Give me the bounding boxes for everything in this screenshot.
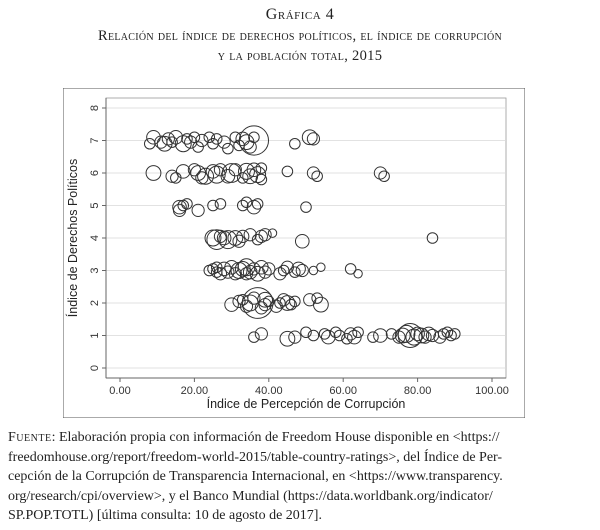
chart-frame (63, 88, 525, 418)
source-line-2: freedomhouse.org/report/freedom-world-2015/table-country-ratings>, del Índice de Per- (8, 449, 503, 465)
figure-label: Gráfica 4 (265, 6, 335, 23)
y-tick-label: 4 (89, 234, 101, 242)
figure-title-line-1: Relación del índice de derechos políticos, el índice de corrupción (97, 28, 503, 44)
source-line-1: : Elaboración propia con información de Freedom House disponible en <https:// (51, 430, 500, 445)
y-tick-label: 0 (89, 364, 101, 372)
y-tick-label: 8 (89, 104, 101, 112)
x-axis-label: Índice de Percepción de Corrupción (206, 397, 406, 411)
x-tick-label: 0.00 (109, 385, 131, 397)
x-tick-label: 100.00 (475, 385, 509, 397)
x-tick-label: 60.00 (329, 385, 357, 397)
y-axis-label: Índice de Derechos Políticos (66, 158, 80, 318)
y-tick-label: 1 (89, 332, 101, 339)
y-tick-label: 2 (89, 299, 101, 307)
source-note (8, 428, 592, 526)
source-label: Fuente (8, 430, 52, 445)
x-tick-label: 20.00 (180, 385, 209, 397)
y-tick-label: 7 (89, 137, 101, 144)
y-tick-label: 6 (89, 169, 101, 177)
bubble-chart (63, 88, 525, 418)
x-tick-label: 80.00 (403, 385, 432, 397)
y-tick-label: 5 (89, 202, 101, 209)
source-line-5: SP.POP.TOTL) [última consulta: 10 de agosto de 2017]. (8, 508, 322, 523)
source-line-4: org/research/cpi/overview>, y el Banco Mundial (https://data.worldbank.org/indicator/ (8, 488, 493, 504)
y-tick-label: 3 (89, 267, 101, 274)
figure-title-line-2: y la población total, 2015 (217, 48, 383, 64)
x-tick-label: 40.00 (255, 385, 283, 397)
source-line-3: cepción de la Corrupción de Transparencia Internacional, en <https://www.transparency. (8, 469, 503, 484)
